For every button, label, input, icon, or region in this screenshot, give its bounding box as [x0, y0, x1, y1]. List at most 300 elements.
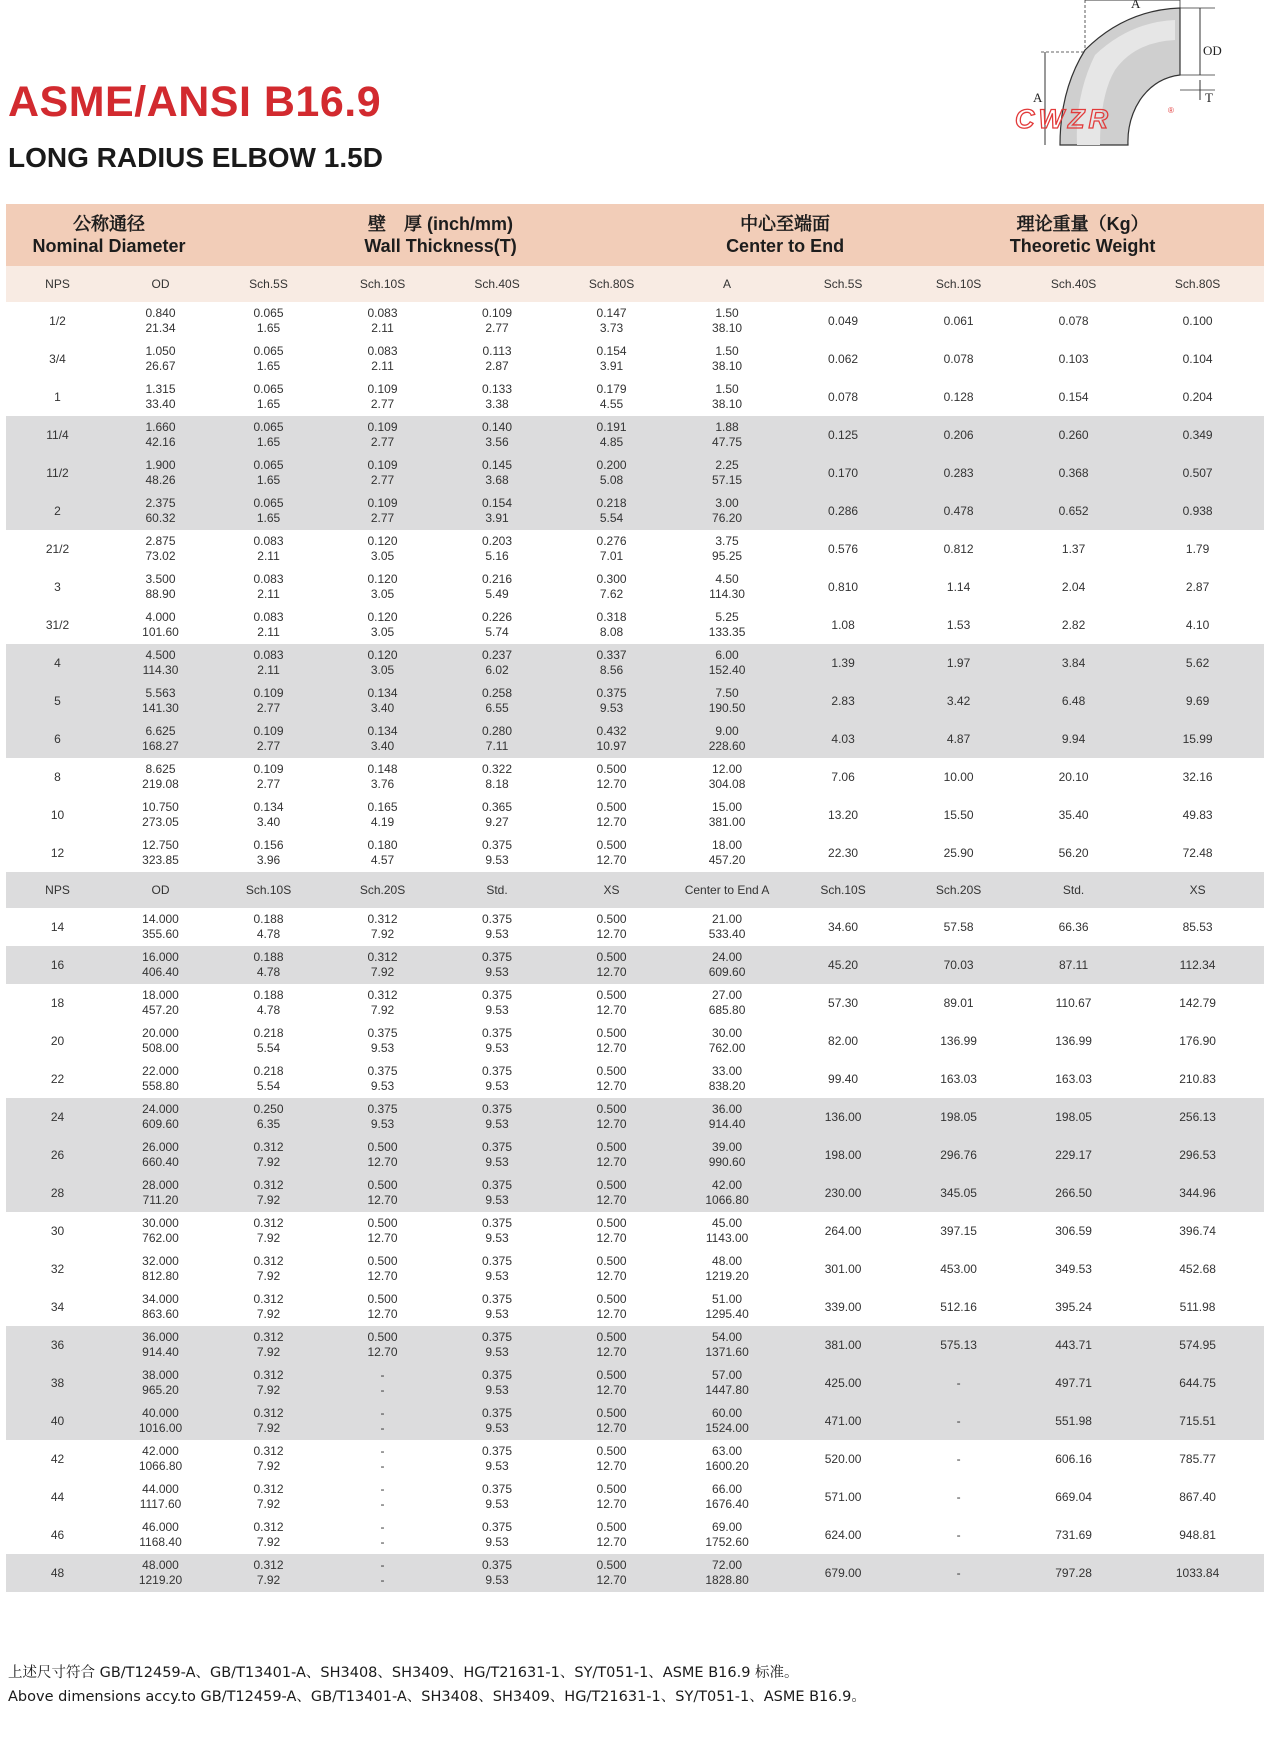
cell-value: 12.70: [596, 1079, 627, 1093]
cell-value: 4.50: [715, 572, 739, 586]
cell-value: 0.375: [482, 1254, 513, 1268]
table-cell: [325, 1022, 440, 1060]
table-cell: [554, 758, 669, 796]
cell-value: 7.92: [370, 1003, 395, 1017]
table-cell: [212, 530, 325, 568]
cell-value: 609.60: [142, 1117, 179, 1131]
cell-value: 0.500: [596, 1026, 627, 1040]
cell-value: 5.62: [1185, 655, 1210, 670]
cell-value: 38.10: [712, 359, 743, 373]
cell-value: 60.32: [145, 511, 176, 525]
page-subtitle: LONG RADIUS ELBOW 1.5D: [8, 142, 383, 173]
footnote-chinese: 上述尺寸符合 GB/T12459-A、GB/T13401-A、SH3408、SH3409、HG/T21631-1、SY/T051-1、ASME B16.9 标准。: [8, 1665, 799, 1681]
table-cell: [554, 530, 669, 568]
cell-value: 112.34: [1179, 957, 1216, 972]
cell-value: 9.53: [370, 1079, 395, 1093]
table-row: [6, 908, 1264, 946]
table-row: [6, 302, 1264, 340]
cell-value: 21.34: [145, 321, 176, 335]
cell-value: 0.500: [596, 950, 627, 964]
cell-value: 7.92: [256, 1459, 281, 1473]
cell-value: 44.000: [142, 1482, 179, 1496]
cell-value: 0.216: [482, 572, 513, 586]
table-cell: [901, 1554, 1016, 1592]
cell-value: 0.109: [482, 306, 513, 320]
table-cell: [1131, 984, 1264, 1022]
cell-value: 2.11: [257, 549, 280, 563]
table-cell: [554, 1250, 669, 1288]
cell-value: 2.77: [370, 435, 395, 449]
column-header: Sch.20S: [901, 872, 1016, 908]
cell-value: 685.80: [708, 1003, 746, 1017]
table-cell: [325, 1516, 440, 1554]
cell-value: 6.00: [715, 648, 739, 662]
cell-value: 7.62: [599, 587, 624, 601]
cell-value: 1/2: [49, 313, 66, 328]
cell-value: 22.30: [828, 845, 859, 860]
cell-value: 0.078: [1058, 313, 1089, 328]
table-cell: [6, 1250, 109, 1288]
table-cell: [554, 568, 669, 606]
cell-value: 12.70: [596, 1155, 627, 1169]
table-cell: [1131, 1440, 1264, 1478]
cell-value: 7.92: [370, 965, 395, 979]
cell-value: 4.03: [831, 731, 855, 746]
table-cell: [325, 1288, 440, 1326]
cell-value: 3.05: [370, 625, 395, 639]
cell-value: 0.140: [482, 420, 513, 434]
cell-value: -: [380, 1459, 385, 1473]
cell-value: 12.70: [596, 777, 627, 791]
cell-value: 5.563: [145, 686, 176, 700]
table-cell: [440, 1060, 554, 1098]
column-header: Std.: [1016, 872, 1131, 908]
table-cell: [785, 796, 901, 834]
cell-value: 5.25: [715, 610, 739, 624]
cell-value: 26: [50, 1147, 65, 1162]
cell-value: 198.05: [940, 1109, 977, 1124]
table-cell: [1016, 416, 1131, 454]
cell-value: 0.280: [482, 724, 513, 738]
cell-value: 45.00: [712, 1216, 743, 1230]
table-cell: [440, 644, 554, 682]
table-cell: [901, 1478, 1016, 1516]
cell-value: 0.109: [253, 686, 284, 700]
cell-value: 1828.80: [705, 1573, 749, 1587]
cell-value: 0.375: [482, 1140, 513, 1154]
cell-value: 163.03: [940, 1071, 977, 1086]
table-cell: [109, 1022, 212, 1060]
cell-value: 797.28: [1055, 1565, 1092, 1580]
table-cell: [669, 492, 785, 530]
cell-value: 0.500: [596, 988, 627, 1002]
table-cell: [325, 416, 440, 454]
diagram-label-a-top: A: [1131, 0, 1141, 11]
cell-value: 2.83: [831, 693, 855, 708]
column-header: Sch.5S: [785, 266, 901, 302]
table-cell: [669, 1402, 785, 1440]
cell-value: 0.134: [367, 724, 398, 738]
cell-value: 0.062: [828, 351, 859, 366]
cell-value: 9.53: [485, 1345, 509, 1359]
table-cell: [669, 1288, 785, 1326]
table-cell: [554, 1136, 669, 1174]
cell-value: -: [956, 1413, 961, 1428]
cell-value: 18.00: [712, 838, 743, 852]
cell-value: 838.20: [708, 1079, 746, 1093]
cell-value: 644.75: [1179, 1375, 1216, 1390]
cell-value: 48.000: [142, 1558, 179, 1572]
cell-value: 1.88: [715, 420, 739, 434]
table-cell: [785, 720, 901, 758]
cell-value: 12.70: [596, 1535, 627, 1549]
cell-value: 1.65: [256, 435, 281, 449]
cell-value: 3.76: [370, 777, 395, 791]
cell-value: 0.500: [596, 1102, 627, 1116]
cell-value: 69.00: [712, 1520, 743, 1534]
cell-value: 1.50: [715, 306, 739, 320]
cell-value: 18.000: [142, 988, 179, 1002]
cell-value: 36: [50, 1337, 65, 1352]
cell-value: 48.26: [145, 473, 176, 487]
cell-value: 5.54: [599, 511, 624, 525]
cell-value: 3.05: [370, 587, 395, 601]
cell-value: 0.083: [367, 344, 398, 358]
table-cell: [669, 946, 785, 984]
cell-value: 571.00: [824, 1489, 862, 1504]
table-cell: [109, 416, 212, 454]
cell-value: 33.00: [712, 1064, 743, 1078]
table-cell: [1131, 1136, 1264, 1174]
table-cell: [1016, 1478, 1131, 1516]
cell-value: 30: [50, 1223, 65, 1238]
cell-value: 2.77: [485, 321, 509, 335]
cell-value: 0.500: [596, 1406, 627, 1420]
table-row: [6, 1212, 1264, 1250]
table-cell: [669, 454, 785, 492]
cell-value: 3.91: [599, 359, 624, 373]
table-cell: [785, 492, 901, 530]
table-cell: [1016, 1516, 1131, 1554]
cell-value: 8: [54, 769, 61, 784]
cell-value: 12.70: [596, 1421, 627, 1435]
cell-value: -: [380, 1421, 385, 1435]
cell-value: 1.65: [256, 511, 281, 525]
cell-value: 965.20: [142, 1383, 179, 1397]
cell-value: 114.30: [709, 587, 745, 601]
table-cell: [785, 1136, 901, 1174]
cell-value: 85.53: [1182, 919, 1213, 934]
cell-value: 1.315: [145, 382, 176, 396]
table-cell: [1016, 1440, 1131, 1478]
cell-value: 12.70: [596, 1497, 627, 1511]
cell-value: 0.312: [253, 1406, 284, 1420]
cell-value: 0.312: [253, 1254, 284, 1268]
cell-value: 266.50: [1055, 1185, 1092, 1200]
table-cell: [669, 758, 785, 796]
cell-value: 6: [54, 731, 61, 746]
cell-value: 0.148: [367, 762, 398, 776]
cell-value: 24: [50, 1109, 65, 1124]
cell-value: 453.00: [940, 1261, 977, 1276]
cell-value: 12.00: [712, 762, 743, 776]
cell-value: 33.40: [145, 397, 176, 411]
cell-value: 0.322: [482, 762, 513, 776]
cell-value: 1117.60: [139, 1497, 182, 1511]
cell-value: 0.154: [596, 344, 627, 358]
cell-value: 3.500: [145, 572, 176, 586]
table-cell: [1016, 984, 1131, 1022]
table-cell: [785, 758, 901, 796]
column-header: Std.: [440, 872, 554, 908]
cell-value: 0.180: [367, 838, 398, 852]
table-cell: [554, 1288, 669, 1326]
cell-value: 0.203: [482, 534, 513, 548]
table-cell: [212, 1060, 325, 1098]
table-cell: [1131, 302, 1264, 340]
cell-value: 0.204: [1182, 389, 1213, 404]
cell-value: 0.206: [943, 427, 974, 442]
cell-value: 0.286: [828, 503, 859, 518]
table-cell: [901, 1288, 1016, 1326]
table-cell: [554, 1098, 669, 1136]
cell-value: 715.51: [1179, 1413, 1216, 1428]
cell-value: 948.81: [1179, 1527, 1216, 1542]
cell-value: 0.312: [253, 1178, 284, 1192]
cell-value: 4: [54, 655, 61, 670]
cell-value: 5.16: [485, 549, 509, 563]
cell-value: 5.54: [256, 1041, 281, 1055]
table-cell: [109, 302, 212, 340]
table-cell: [325, 606, 440, 644]
cell-value: -: [956, 1375, 961, 1390]
cell-value: 2.11: [371, 359, 394, 373]
cell-value: -: [956, 1451, 961, 1466]
cell-value: 511.98: [1179, 1299, 1216, 1314]
cell-value: 0.078: [828, 389, 859, 404]
cell-value: 0.312: [253, 1558, 284, 1572]
cell-value: 0.500: [596, 762, 627, 776]
column-header: Sch.10S: [901, 266, 1016, 302]
cell-value: 7.92: [256, 1269, 281, 1283]
table-cell: [440, 492, 554, 530]
table-cell: [325, 946, 440, 984]
cell-value: 0.312: [253, 1444, 284, 1458]
cell-value: 57.15: [712, 473, 743, 487]
cell-value: 457.20: [142, 1003, 179, 1017]
cell-value: -: [380, 1383, 385, 1397]
cell-value: 22: [50, 1071, 65, 1086]
table-cell: [212, 1098, 325, 1136]
table-cell: [1016, 1364, 1131, 1402]
cell-value: 21/2: [45, 541, 70, 556]
cell-value: 35.40: [1058, 807, 1089, 822]
table-cell: [440, 984, 554, 1022]
cell-value: 21.00: [712, 912, 743, 926]
table-cell: [554, 1060, 669, 1098]
cell-value: 3.38: [485, 397, 509, 411]
cell-value: 38.000: [142, 1368, 179, 1382]
table-cell: [440, 1326, 554, 1364]
cell-value: 32.000: [142, 1254, 179, 1268]
cell-value: 785.77: [1179, 1451, 1216, 1466]
table-cell: [785, 568, 901, 606]
cell-value: 9.53: [485, 1003, 509, 1017]
table-cell: [325, 834, 440, 872]
cell-value: 0.312: [367, 988, 398, 1002]
table-cell: [440, 682, 554, 720]
table-cell: [109, 530, 212, 568]
cell-value: 452.68: [1179, 1261, 1216, 1276]
cell-value: 0.500: [367, 1254, 398, 1268]
table-cell: [785, 1060, 901, 1098]
cell-value: 142.79: [1179, 995, 1216, 1010]
cell-value: 27.00: [712, 988, 743, 1002]
cell-value: 0.188: [253, 950, 284, 964]
cell-value: -: [380, 1406, 385, 1420]
cell-value: 31/2: [45, 617, 70, 632]
cell-value: 40.000: [142, 1406, 179, 1420]
table-cell: [212, 1364, 325, 1402]
cell-value: 11/4: [46, 427, 69, 442]
cell-value: 0.312: [253, 1140, 284, 1154]
cell-value: 101.60: [142, 625, 179, 639]
cell-value: 2: [54, 503, 61, 518]
cell-value: 0.375: [482, 1444, 513, 1458]
cell-value: 133.35: [708, 625, 746, 639]
cell-value: 0.154: [482, 496, 513, 510]
cell-value: 7.92: [256, 1535, 281, 1549]
cell-value: 0.500: [596, 1558, 627, 1572]
table-cell: [6, 378, 109, 416]
table-cell: [109, 492, 212, 530]
cell-value: 0.109: [367, 496, 398, 510]
table-cell: [1131, 908, 1264, 946]
table-row: [6, 682, 1264, 720]
table-cell: [6, 454, 109, 492]
table-cell: [1016, 606, 1131, 644]
table-cell: [109, 1288, 212, 1326]
cell-value: 304.08: [708, 777, 746, 791]
cell-value: 72.48: [1182, 845, 1213, 860]
cell-value: 7.92: [256, 1193, 281, 1207]
cell-value: 0.337: [596, 648, 627, 662]
cell-value: 26.000: [142, 1140, 179, 1154]
table-cell: [554, 796, 669, 834]
table-cell: [554, 1364, 669, 1402]
cell-value: 9.53: [485, 965, 509, 979]
cell-value: 66.36: [1058, 919, 1089, 934]
table-row: [6, 568, 1264, 606]
column-header-row: [6, 872, 1264, 908]
cell-value: 12.70: [596, 1459, 627, 1473]
table-cell: [785, 644, 901, 682]
table-cell: [6, 1098, 109, 1136]
cell-value: 15.00: [712, 800, 743, 814]
cell-value: 9.94: [1061, 731, 1086, 746]
cell-value: 30.000: [142, 1216, 179, 1230]
table-cell: [1016, 1060, 1131, 1098]
table-row: [6, 1364, 1264, 1402]
table-cell: [1016, 530, 1131, 568]
cell-value: 7.06: [831, 769, 855, 784]
table-cell: [1131, 720, 1264, 758]
cell-value: 9.53: [485, 1383, 509, 1397]
cell-value: 228.60: [708, 739, 746, 753]
table-cell: [901, 530, 1016, 568]
cell-value: 1752.60: [705, 1535, 749, 1549]
cell-value: 512.16: [940, 1299, 977, 1314]
cell-value: 1295.40: [705, 1307, 749, 1321]
cell-value: 9.53: [485, 1421, 509, 1435]
column-header-row: [6, 266, 1264, 302]
table-cell: [1131, 1554, 1264, 1592]
table-cell: [901, 644, 1016, 682]
cell-value: 5: [54, 693, 61, 708]
page-title: ASME/ANSI B16.9: [8, 78, 382, 126]
table-cell: [212, 416, 325, 454]
column-header: NPS: [6, 872, 109, 908]
cell-value: 9.53: [485, 1193, 509, 1207]
cell-value: 0.250: [253, 1102, 284, 1116]
table-cell: [6, 1174, 109, 1212]
table-cell: [6, 606, 109, 644]
cell-value: 1.65: [256, 473, 281, 487]
table-cell: [785, 302, 901, 340]
table-cell: [212, 606, 325, 644]
table-cell: [785, 946, 901, 984]
table-cell: [1131, 1402, 1264, 1440]
cell-value: 711.20: [142, 1193, 179, 1207]
cell-value: 1.53: [946, 617, 971, 632]
cell-value: 9.53: [485, 1079, 509, 1093]
cell-value: 34: [50, 1299, 65, 1314]
cell-value: 42.16: [145, 435, 176, 449]
table-cell: [109, 1250, 212, 1288]
cell-value: 551.98: [1055, 1413, 1092, 1428]
cell-value: 0.226: [482, 610, 513, 624]
column-header: Sch.5S: [212, 266, 325, 302]
cell-value: 1447.80: [705, 1383, 749, 1397]
cell-value: 72.00: [712, 1558, 743, 1572]
cell-value: 0.938: [1182, 503, 1213, 518]
table-cell: [440, 946, 554, 984]
table-cell: [440, 454, 554, 492]
column-header: Sch.10S: [212, 872, 325, 908]
table-cell: [901, 1136, 1016, 1174]
table-cell: [109, 1098, 212, 1136]
cell-value: 12.70: [596, 1003, 627, 1017]
cell-value: 0.083: [253, 648, 284, 662]
table-cell: [325, 1440, 440, 1478]
table-cell: [325, 568, 440, 606]
cell-value: 1168.40: [139, 1535, 182, 1549]
cell-value: 9.53: [485, 1459, 509, 1473]
cell-value: 0.109: [367, 420, 398, 434]
cell-value: 1676.40: [705, 1497, 749, 1511]
table-cell: [325, 1364, 440, 1402]
cell-value: 12.70: [596, 965, 627, 979]
cell-value: 163.03: [1055, 1071, 1092, 1086]
cell-value: 990.60: [708, 1155, 746, 1169]
table-cell: [901, 302, 1016, 340]
table-row: [6, 1174, 1264, 1212]
cell-value: 1.50: [715, 344, 739, 358]
table-cell: [901, 834, 1016, 872]
cell-value: 4.78: [256, 927, 281, 941]
cell-value: 8.56: [599, 663, 624, 677]
cell-value: -: [380, 1368, 385, 1382]
